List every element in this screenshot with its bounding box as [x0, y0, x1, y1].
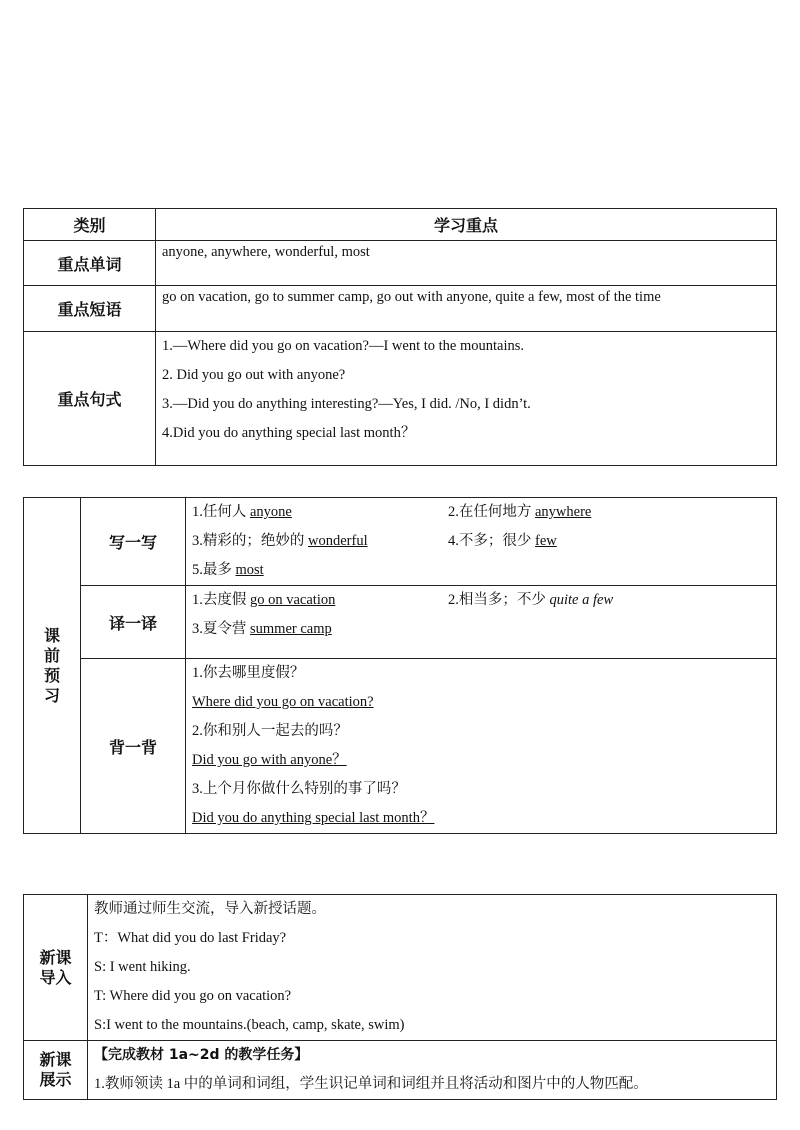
- recite-content: [186, 659, 777, 834]
- preview-side-label: 课 前 预 习: [24, 498, 81, 834]
- answer-blank: summer camp: [250, 621, 332, 637]
- focus-words-text: anyone, anywhere, wonderful, most: [162, 244, 370, 260]
- recite-answer: Did you go with anyone？: [192, 752, 347, 768]
- lesson-table: [23, 894, 777, 1100]
- intro-line: T：What did you do last Friday?: [94, 930, 287, 946]
- show-label: 新课 展示: [24, 1041, 88, 1100]
- answer-blank: go on vacation: [250, 592, 336, 608]
- row-content-words: [156, 241, 777, 286]
- row-label-sentences: 重点句式: [24, 332, 156, 466]
- answer-blank: anyone: [250, 504, 292, 520]
- row-label-words: 重点单词: [24, 241, 156, 286]
- answer-blank: anywhere: [535, 504, 592, 520]
- recite-line: 2.你和别人一起去的吗？: [192, 723, 348, 739]
- answer-blank: most: [235, 562, 264, 578]
- recite-label: 背一背: [81, 659, 186, 834]
- show-content: [88, 1041, 777, 1100]
- show-line: 1.教师领读 1a 中的单词和词组，学生识记单词和词组并且将活动和图片中的人物匹配。: [94, 1076, 648, 1092]
- col-focus-header: 学习重点: [156, 209, 777, 241]
- intro-line: S:I went to the mountains.(beach, camp, skate, swim): [94, 1017, 405, 1033]
- focus-table: [23, 208, 777, 466]
- answer-text: quite a few: [549, 592, 614, 608]
- row-label-phrases: 重点短语: [24, 286, 156, 332]
- intro-line: S: I went hiking.: [94, 959, 191, 975]
- sentence-line: 3.—Did you do anything interesting?—Yes, I did. /No, I didn’t.: [162, 396, 531, 412]
- write-label: 写一写: [81, 498, 186, 586]
- translate-label: 译一译: [81, 586, 186, 659]
- recite-line: 3.上个月你做什么特别的事了吗？: [192, 781, 406, 797]
- preview-table: [23, 497, 777, 834]
- row-content-sentences: [156, 332, 777, 466]
- recite-line: 1.你去哪里度假？: [192, 665, 305, 681]
- intro-label: 新课 导入: [24, 895, 88, 1041]
- write-content: 1.任何人 anyone 2.在任何地方 anywhere 3.精彩的；绝妙的 wonderful 4.不多；很少 few 5.最多 most: [186, 498, 777, 586]
- sentence-line: 2. Did you go out with anyone?: [162, 367, 346, 383]
- row-content-phrases: [156, 286, 777, 332]
- recite-answer: Did you do anything special last month？: [192, 810, 435, 826]
- intro-line: 教师通过师生交流，导入新授话题。: [94, 901, 326, 917]
- focus-phrases-text: go on vacation, go to summer camp, go out with anyone, quite a few, most of the time: [162, 289, 661, 305]
- sentence-line: 4.Did you do anything special last month？: [162, 425, 416, 441]
- translate-content: 1.去度假 go on vacation 2.相当多；不少 quite a few 3.夏令营 summer camp: [186, 586, 777, 659]
- intro-content: [88, 895, 777, 1041]
- sentence-line: 1.—Where did you go on vacation?—I went to the mountains.: [162, 338, 525, 354]
- answer-blank: few: [535, 533, 557, 549]
- intro-line: T: Where did you go on vacation?: [94, 988, 292, 1004]
- col-category-header: 类别: [24, 209, 156, 241]
- answer-blank: wonderful: [308, 533, 368, 549]
- recite-answer: Where did you go on vacation?: [192, 694, 374, 710]
- show-heading: 【完成教材 1a~2d 的教学任务】: [94, 1047, 309, 1063]
